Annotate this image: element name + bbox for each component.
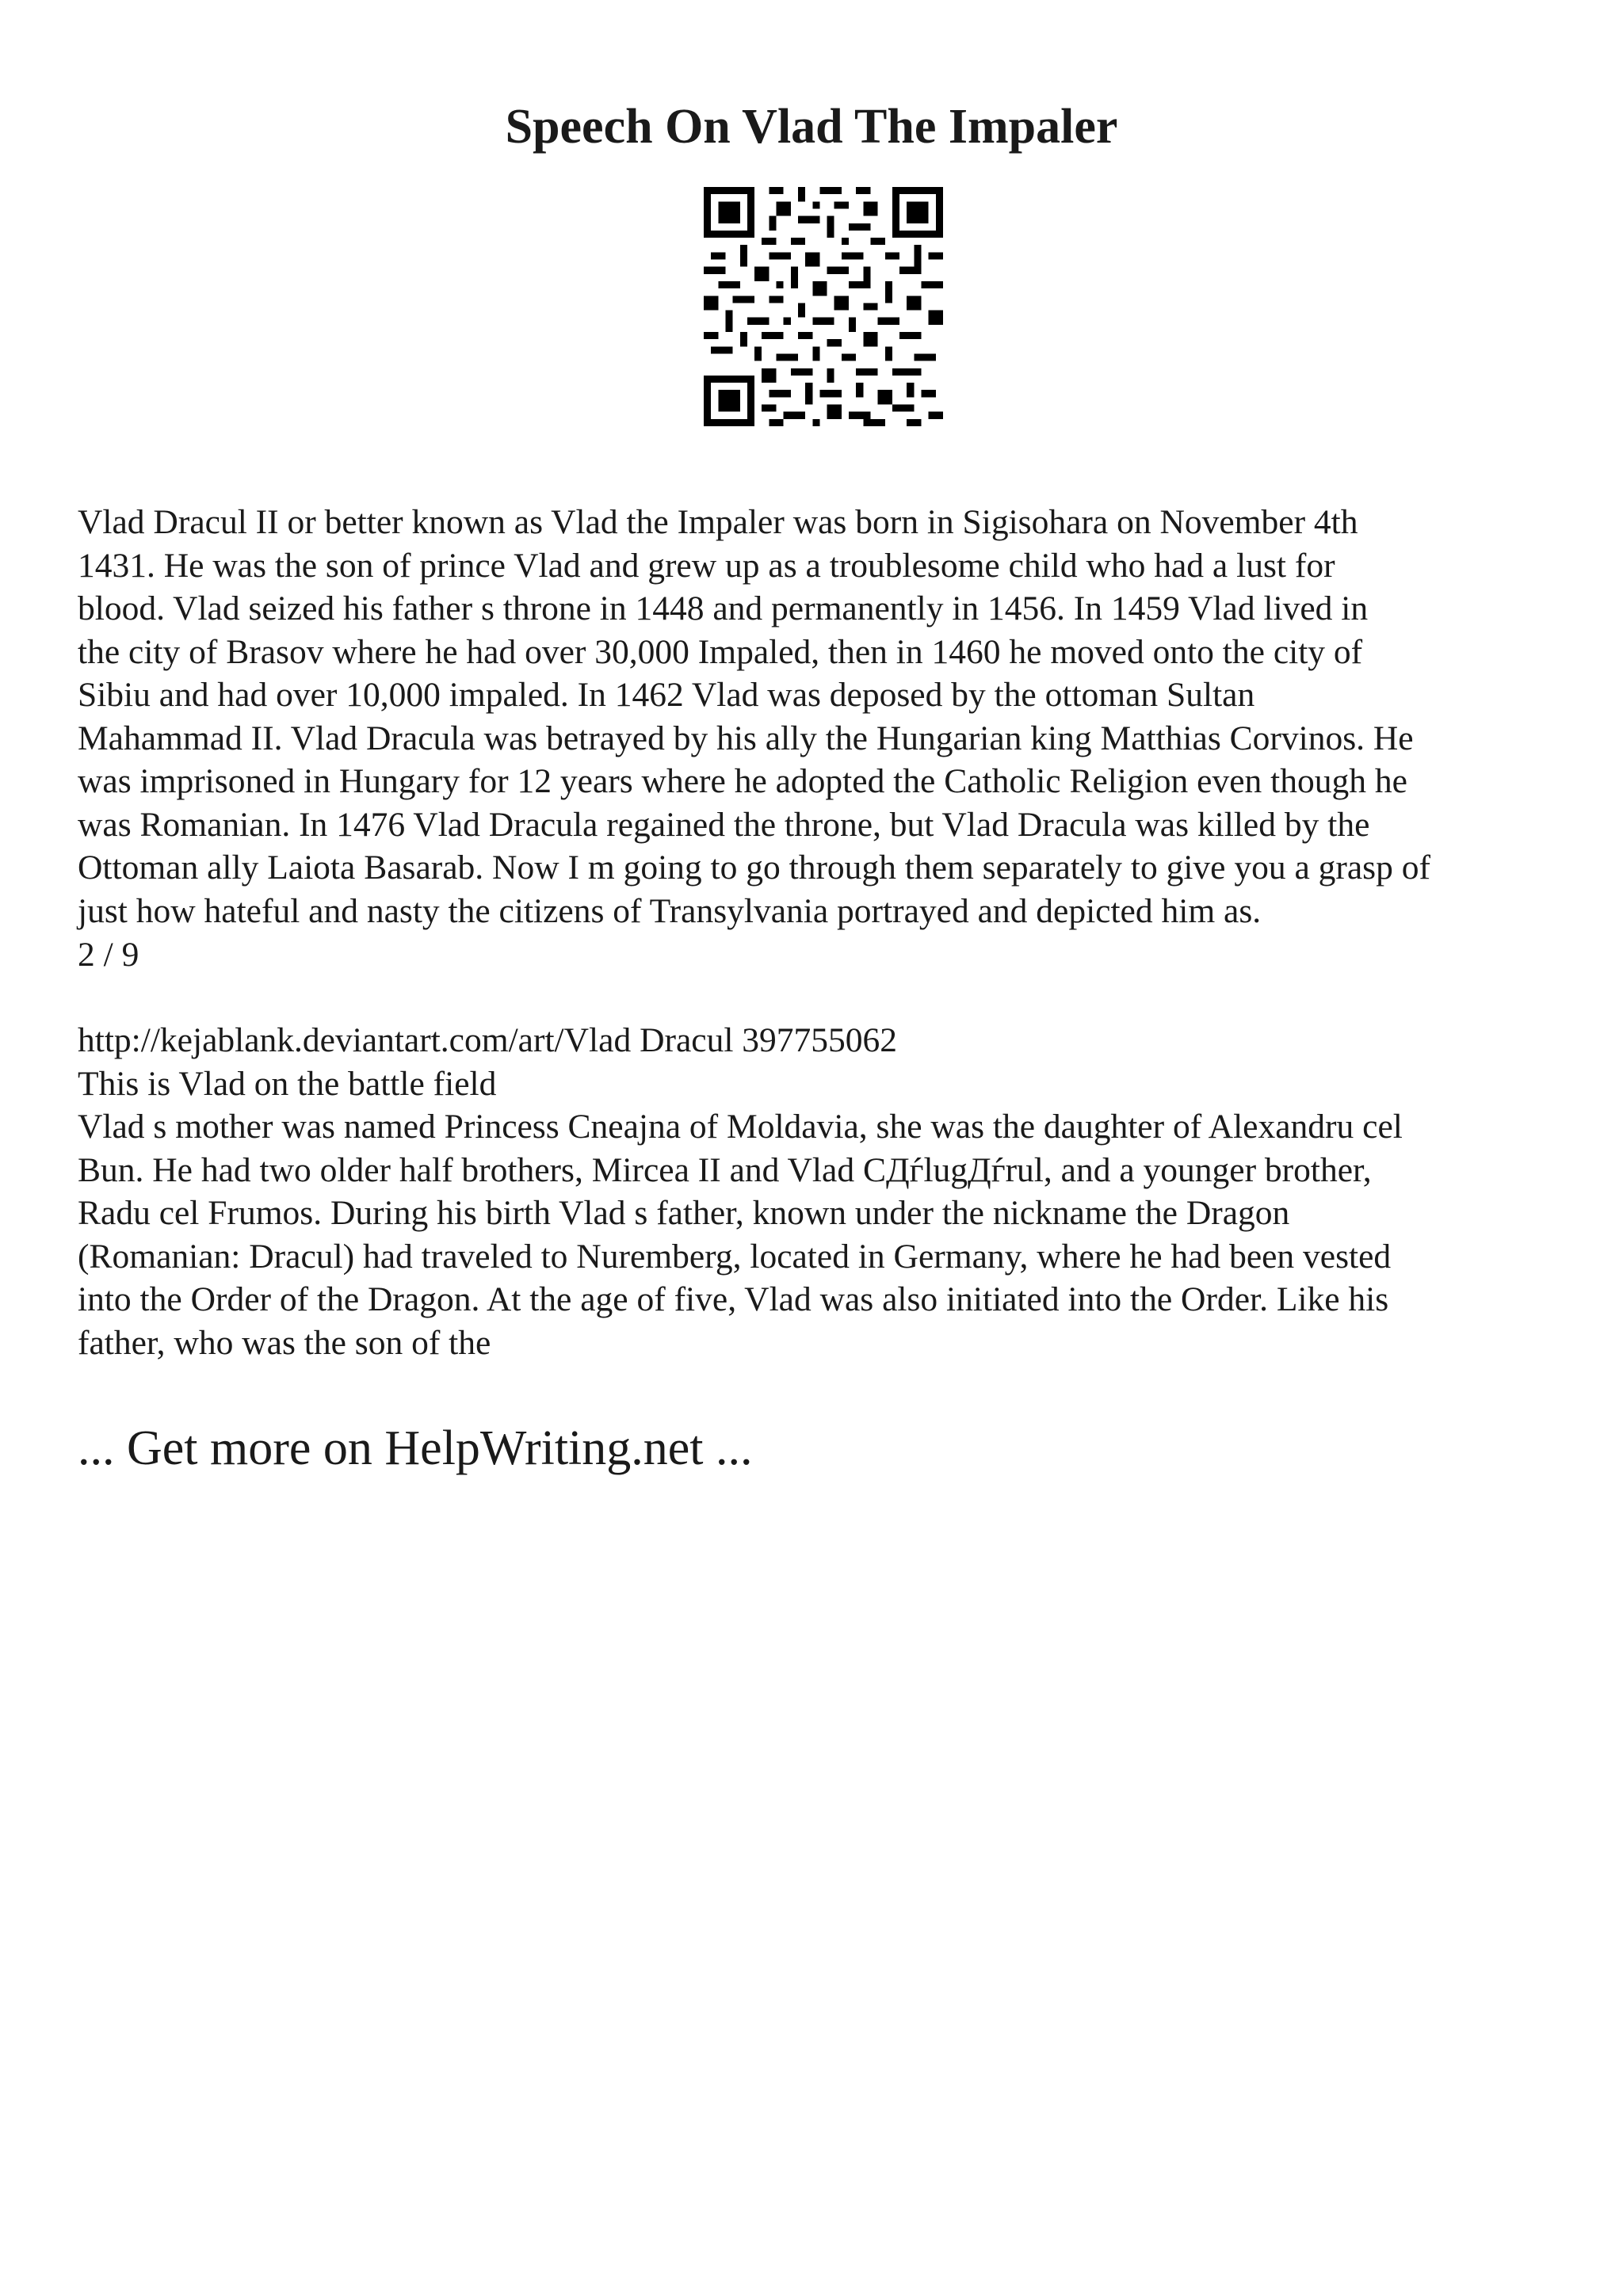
paragraph-line: blood. Vlad seized his father s throne in 1448 and permanently in 1456. In 1459 Vlad lived in [78, 589, 1369, 627]
paragraph-line: just how hateful and nasty the citizens of Transylvania portrayed and depicted him as. [78, 891, 1262, 930]
paragraph-line: into the Order of the Dragon. At the age of five, Vlad was also initiated into the Order. Like his [78, 1280, 1389, 1318]
paragraph-line: was imprisoned in Hungary for 12 years where he adopted the Catholic Religion even though he [78, 762, 1407, 800]
second-paragraph [78, 1019, 1568, 1364]
paragraph-line: Vlad Dracul II or better known as Vlad the Impaler was born in Sigisohara on November 4th [78, 503, 1358, 541]
paragraph-line: father, who was the son of the [78, 1323, 491, 1362]
paragraph-line: (Romanian: Dracul) had traveled to Nuremberg, located in Germany, where he had been vested [78, 1237, 1392, 1276]
paragraph-line: Bun. He had two older half brothers, Mircea II and Vlad CДѓlugДѓrul, and a younger brother, [78, 1150, 1372, 1189]
paragraph-line: Sibiu and had over 10,000 impaled. In 1462 Vlad was deposed by the ottoman Sultan [78, 676, 1255, 714]
qr-code-icon[interactable] [704, 187, 943, 426]
paragraph-line: Radu cel Frumos. During his birth Vlad s father, known under the nickname the Dragon [78, 1194, 1290, 1232]
paragraph-line: the city of Brasov where he had over 30,000 Impaled, then in 1460 he moved onto the city of [78, 632, 1363, 671]
paragraph-line: 1431. He was the son of prince Vlad and grew up as a troublesome child who had a lust for [78, 546, 1335, 585]
paragraph-line: This is Vlad on the battle field [78, 1064, 497, 1103]
paragraph-line: was Romanian. In 1476 Vlad Dracula regained the throne, but Vlad Dracula was killed by the [78, 805, 1370, 844]
paragraph-line: Mahammad II. Vlad Dracula was betrayed by his ally the Hungarian king Matthias Corvinos. He [78, 719, 1414, 757]
intro-paragraph [78, 501, 1568, 933]
paragraph-line: Ottoman ally Laiota Basarab. Now I m going to go through them separately to give you a grasp of [78, 849, 1430, 887]
source-link[interactable]: http://kejablank.deviantart.com/art/Vlad Dracul 397755062 [78, 1021, 898, 1059]
paragraph-line: Vlad s mother was named Princess Cneajna of Moldavia, she was the daughter of Alexandru cel [78, 1108, 1403, 1146]
page-number: 2 / 9 [78, 936, 139, 974]
get-more-link[interactable]: ... Get more on HelpWriting.net ... [78, 1421, 753, 1475]
page-title: Speech On Vlad The Impaler [505, 100, 1118, 154]
